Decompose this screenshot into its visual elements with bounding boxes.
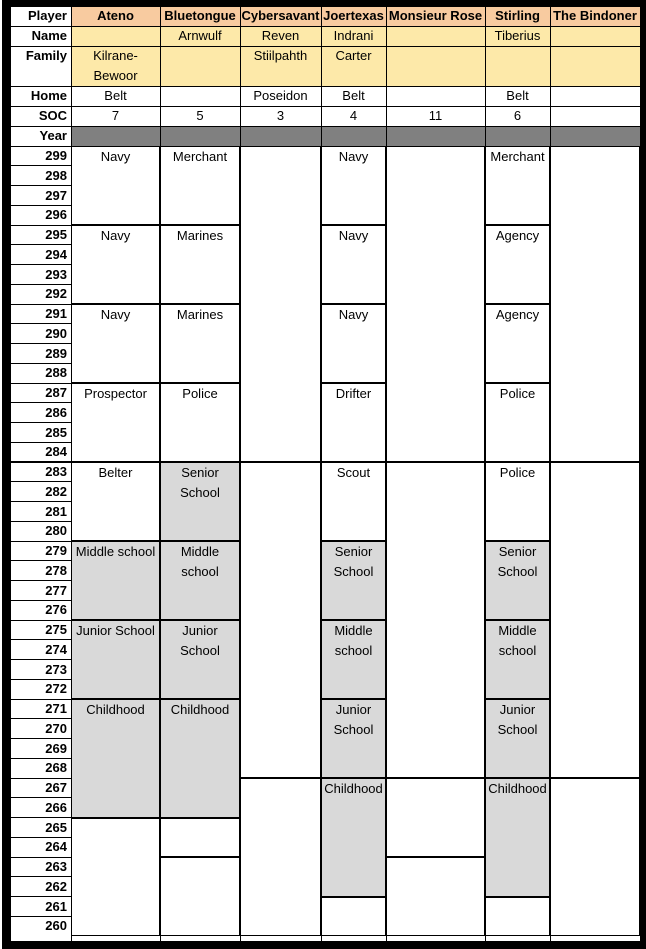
header-home-3: Belt	[321, 86, 386, 106]
header-soc-3: 4	[321, 106, 386, 126]
career-block	[160, 857, 240, 936]
grid-hline	[10, 264, 71, 265]
year-label-270: 270	[45, 720, 67, 736]
header-player-1: Bluetongue	[160, 6, 240, 26]
year-label-261: 261	[45, 898, 67, 914]
outer-frame-right	[640, 0, 646, 949]
grid-hline	[10, 343, 71, 344]
grid-hline	[10, 86, 640, 87]
grid-hline	[10, 323, 71, 324]
header-player-0: Ateno	[71, 6, 160, 26]
grid-hline	[10, 837, 71, 838]
year-label-297: 297	[45, 187, 67, 203]
career-block: Drifter	[321, 383, 386, 462]
career-block: Junior School	[321, 699, 386, 778]
career-block: Merchant	[160, 146, 240, 225]
career-block: Middle school	[160, 541, 240, 620]
grid-hline	[10, 620, 71, 621]
career-block: Police	[485, 462, 550, 541]
grid-hline	[10, 225, 71, 226]
year-label-281: 281	[45, 503, 67, 519]
grid-hline	[10, 442, 71, 443]
career-block: Police	[160, 383, 240, 462]
header-family-3: Carter	[321, 46, 386, 86]
year-label-296: 296	[45, 207, 67, 223]
outer-frame-left	[2, 0, 10, 949]
grid-hline	[10, 46, 640, 47]
header-family-1	[160, 46, 240, 86]
year-label-285: 285	[45, 424, 67, 440]
grid-hline	[10, 896, 71, 897]
header-name-1: Arnwulf	[160, 26, 240, 46]
grid-hline	[10, 106, 640, 107]
year-label-283: 283	[45, 464, 67, 479]
outer-frame-bottom	[2, 941, 646, 949]
career-block: Middle school	[321, 620, 386, 699]
year-label-267: 267	[45, 780, 67, 795]
career-block: Navy	[71, 146, 160, 225]
header-soc-1: 5	[160, 106, 240, 126]
grid-vline	[321, 6, 322, 941]
grid-hline	[10, 461, 640, 463]
grid-hline	[10, 876, 71, 877]
year-label-279: 279	[45, 543, 67, 558]
year-label-262: 262	[45, 878, 67, 894]
outer-frame-top	[2, 0, 646, 6]
row-label-family: Family	[10, 46, 71, 86]
grid-hline	[10, 26, 640, 27]
grid-hline	[10, 718, 71, 719]
year-label-277: 277	[45, 582, 67, 598]
year-label-264: 264	[45, 839, 67, 855]
career-block: Senior School	[321, 541, 386, 620]
header-family-0: Kilrane-Bewoor	[71, 46, 160, 86]
header-home-4	[386, 86, 485, 106]
header-soc-4: 11	[386, 106, 485, 126]
career-block	[240, 778, 321, 936]
header-year-4	[386, 126, 485, 146]
career-block	[386, 857, 485, 936]
year-label-265: 265	[45, 819, 67, 835]
grid-hline	[10, 165, 71, 166]
row-label-year: Year	[10, 126, 71, 146]
grid-hline	[10, 304, 71, 305]
career-block: Navy	[321, 146, 386, 225]
grid-hline	[240, 777, 640, 779]
career-block: Agency	[485, 304, 550, 383]
header-year-0	[71, 126, 160, 146]
grid-hline	[10, 580, 71, 581]
grid-vline	[160, 6, 161, 941]
grid-hline	[10, 916, 71, 917]
grid-hline	[10, 383, 71, 384]
header-name-0	[71, 26, 160, 46]
year-label-293: 293	[45, 266, 67, 282]
grid-hline	[10, 738, 71, 739]
header-player-5: Stirling	[485, 6, 550, 26]
year-label-289: 289	[45, 345, 67, 361]
grid-hline	[10, 778, 71, 779]
career-block: Navy	[321, 225, 386, 304]
header-home-6	[550, 86, 640, 106]
header-family-6	[550, 46, 640, 86]
header-home-1	[160, 86, 240, 106]
header-year-3	[321, 126, 386, 146]
grid-hline	[10, 659, 71, 660]
grid-hline	[10, 284, 71, 285]
year-label-263: 263	[45, 859, 67, 874]
grid-hline	[10, 501, 71, 502]
career-block: Senior School	[485, 541, 550, 620]
grid-hline	[10, 363, 71, 364]
header-family-5	[485, 46, 550, 86]
career-block: Police	[485, 383, 550, 462]
career-block: Navy	[71, 304, 160, 383]
year-label-266: 266	[45, 799, 67, 815]
grid-hline	[10, 402, 71, 403]
grid-hline	[10, 639, 71, 640]
grid-vline	[550, 6, 551, 941]
row-label-soc: SOC	[10, 106, 71, 126]
career-block: Childhood	[485, 778, 550, 897]
year-label-280: 280	[45, 523, 67, 539]
header-name-5: Tiberius	[485, 26, 550, 46]
career-block: Junior School	[160, 620, 240, 699]
grid-hline	[10, 679, 71, 680]
row-label-home: Home	[10, 86, 71, 106]
year-label-282: 282	[45, 483, 67, 499]
grid-hline	[10, 146, 640, 147]
year-label-273: 273	[45, 661, 67, 677]
grid-hline	[10, 244, 71, 245]
header-soc-2: 3	[240, 106, 321, 126]
career-block: Marines	[160, 304, 240, 383]
year-label-275: 275	[45, 622, 67, 637]
career-block: Navy	[71, 225, 160, 304]
header-year-1	[160, 126, 240, 146]
grid-hline	[10, 481, 71, 482]
header-player-2: Cybersavant	[240, 6, 321, 26]
grid-hline	[10, 422, 71, 423]
career-block: Belter	[71, 462, 160, 541]
career-block: Merchant	[485, 146, 550, 225]
grid-vline	[71, 6, 72, 941]
header-player-3: Joertexas	[321, 6, 386, 26]
year-label-271: 271	[45, 701, 67, 716]
year-label-291: 291	[45, 306, 67, 321]
header-player-6: The Bindoner	[550, 6, 640, 26]
grid-hline	[10, 146, 71, 147]
header-family-2: Stiilpahth	[240, 46, 321, 86]
grid-hline	[10, 857, 71, 858]
career-block: Navy	[321, 304, 386, 383]
header-name-2: Reven	[240, 26, 321, 46]
header-soc-0: 7	[71, 106, 160, 126]
career-block	[160, 818, 240, 858]
career-block: Scout	[321, 462, 386, 541]
header-soc-5: 6	[485, 106, 550, 126]
year-label-299: 299	[45, 148, 67, 163]
year-label-290: 290	[45, 325, 67, 341]
grid-hline	[10, 541, 71, 542]
header-year-5	[485, 126, 550, 146]
year-label-288: 288	[45, 365, 67, 381]
grid-hline	[10, 600, 71, 601]
year-label-284: 284	[45, 444, 67, 460]
header-family-4	[386, 46, 485, 86]
year-label-298: 298	[45, 167, 67, 183]
year-label-294: 294	[45, 246, 67, 262]
grid-hline	[10, 758, 71, 759]
grid-hline	[10, 205, 71, 206]
grid-hline	[10, 185, 71, 186]
career-block	[485, 897, 550, 937]
grid-hline	[10, 521, 71, 522]
year-label-268: 268	[45, 760, 67, 776]
year-label-269: 269	[45, 740, 67, 756]
grid-hline	[10, 797, 71, 798]
grid-vline	[240, 6, 241, 941]
grid-vline	[485, 6, 486, 941]
career-block: Junior School	[485, 699, 550, 778]
row-label-player: Player	[10, 6, 71, 26]
header-year-2	[240, 126, 321, 146]
career-block: Childhood	[71, 699, 160, 818]
year-label-295: 295	[45, 227, 67, 242]
grid-hline	[10, 699, 71, 700]
header-name-3: Indrani	[321, 26, 386, 46]
grid-hline	[10, 126, 640, 127]
row-label-name: Name	[10, 26, 71, 46]
career-block: Junior School	[71, 620, 160, 699]
career-block: Agency	[485, 225, 550, 304]
career-block: Senior School	[160, 462, 240, 541]
grid-hline	[10, 560, 71, 561]
year-label-274: 274	[45, 641, 67, 657]
grid-hline	[10, 817, 71, 818]
career-block	[71, 818, 160, 937]
header-home-0: Belt	[71, 86, 160, 106]
year-label-260: 260	[45, 918, 67, 934]
year-label-272: 272	[45, 681, 67, 697]
header-name-6	[550, 26, 640, 46]
header-year-6	[550, 126, 640, 146]
career-block: Childhood	[160, 699, 240, 818]
year-label-292: 292	[45, 286, 67, 302]
year-label-276: 276	[45, 602, 67, 618]
career-block: Middle school	[71, 541, 160, 620]
career-block: Marines	[160, 225, 240, 304]
career-block: Childhood	[321, 778, 386, 897]
career-block	[321, 897, 386, 937]
year-label-286: 286	[45, 404, 67, 420]
grid-vline	[386, 6, 387, 941]
header-soc-6	[550, 106, 640, 126]
header-player-4: Monsieur Rose	[386, 6, 485, 26]
career-block	[386, 778, 485, 857]
year-label-278: 278	[45, 562, 67, 578]
header-home-2: Poseidon	[240, 86, 321, 106]
year-label-287: 287	[45, 385, 67, 400]
career-block: Prospector	[71, 383, 160, 462]
career-block	[550, 778, 640, 936]
header-home-5: Belt	[485, 86, 550, 106]
header-name-4	[386, 26, 485, 46]
career-block: Middle school	[485, 620, 550, 699]
